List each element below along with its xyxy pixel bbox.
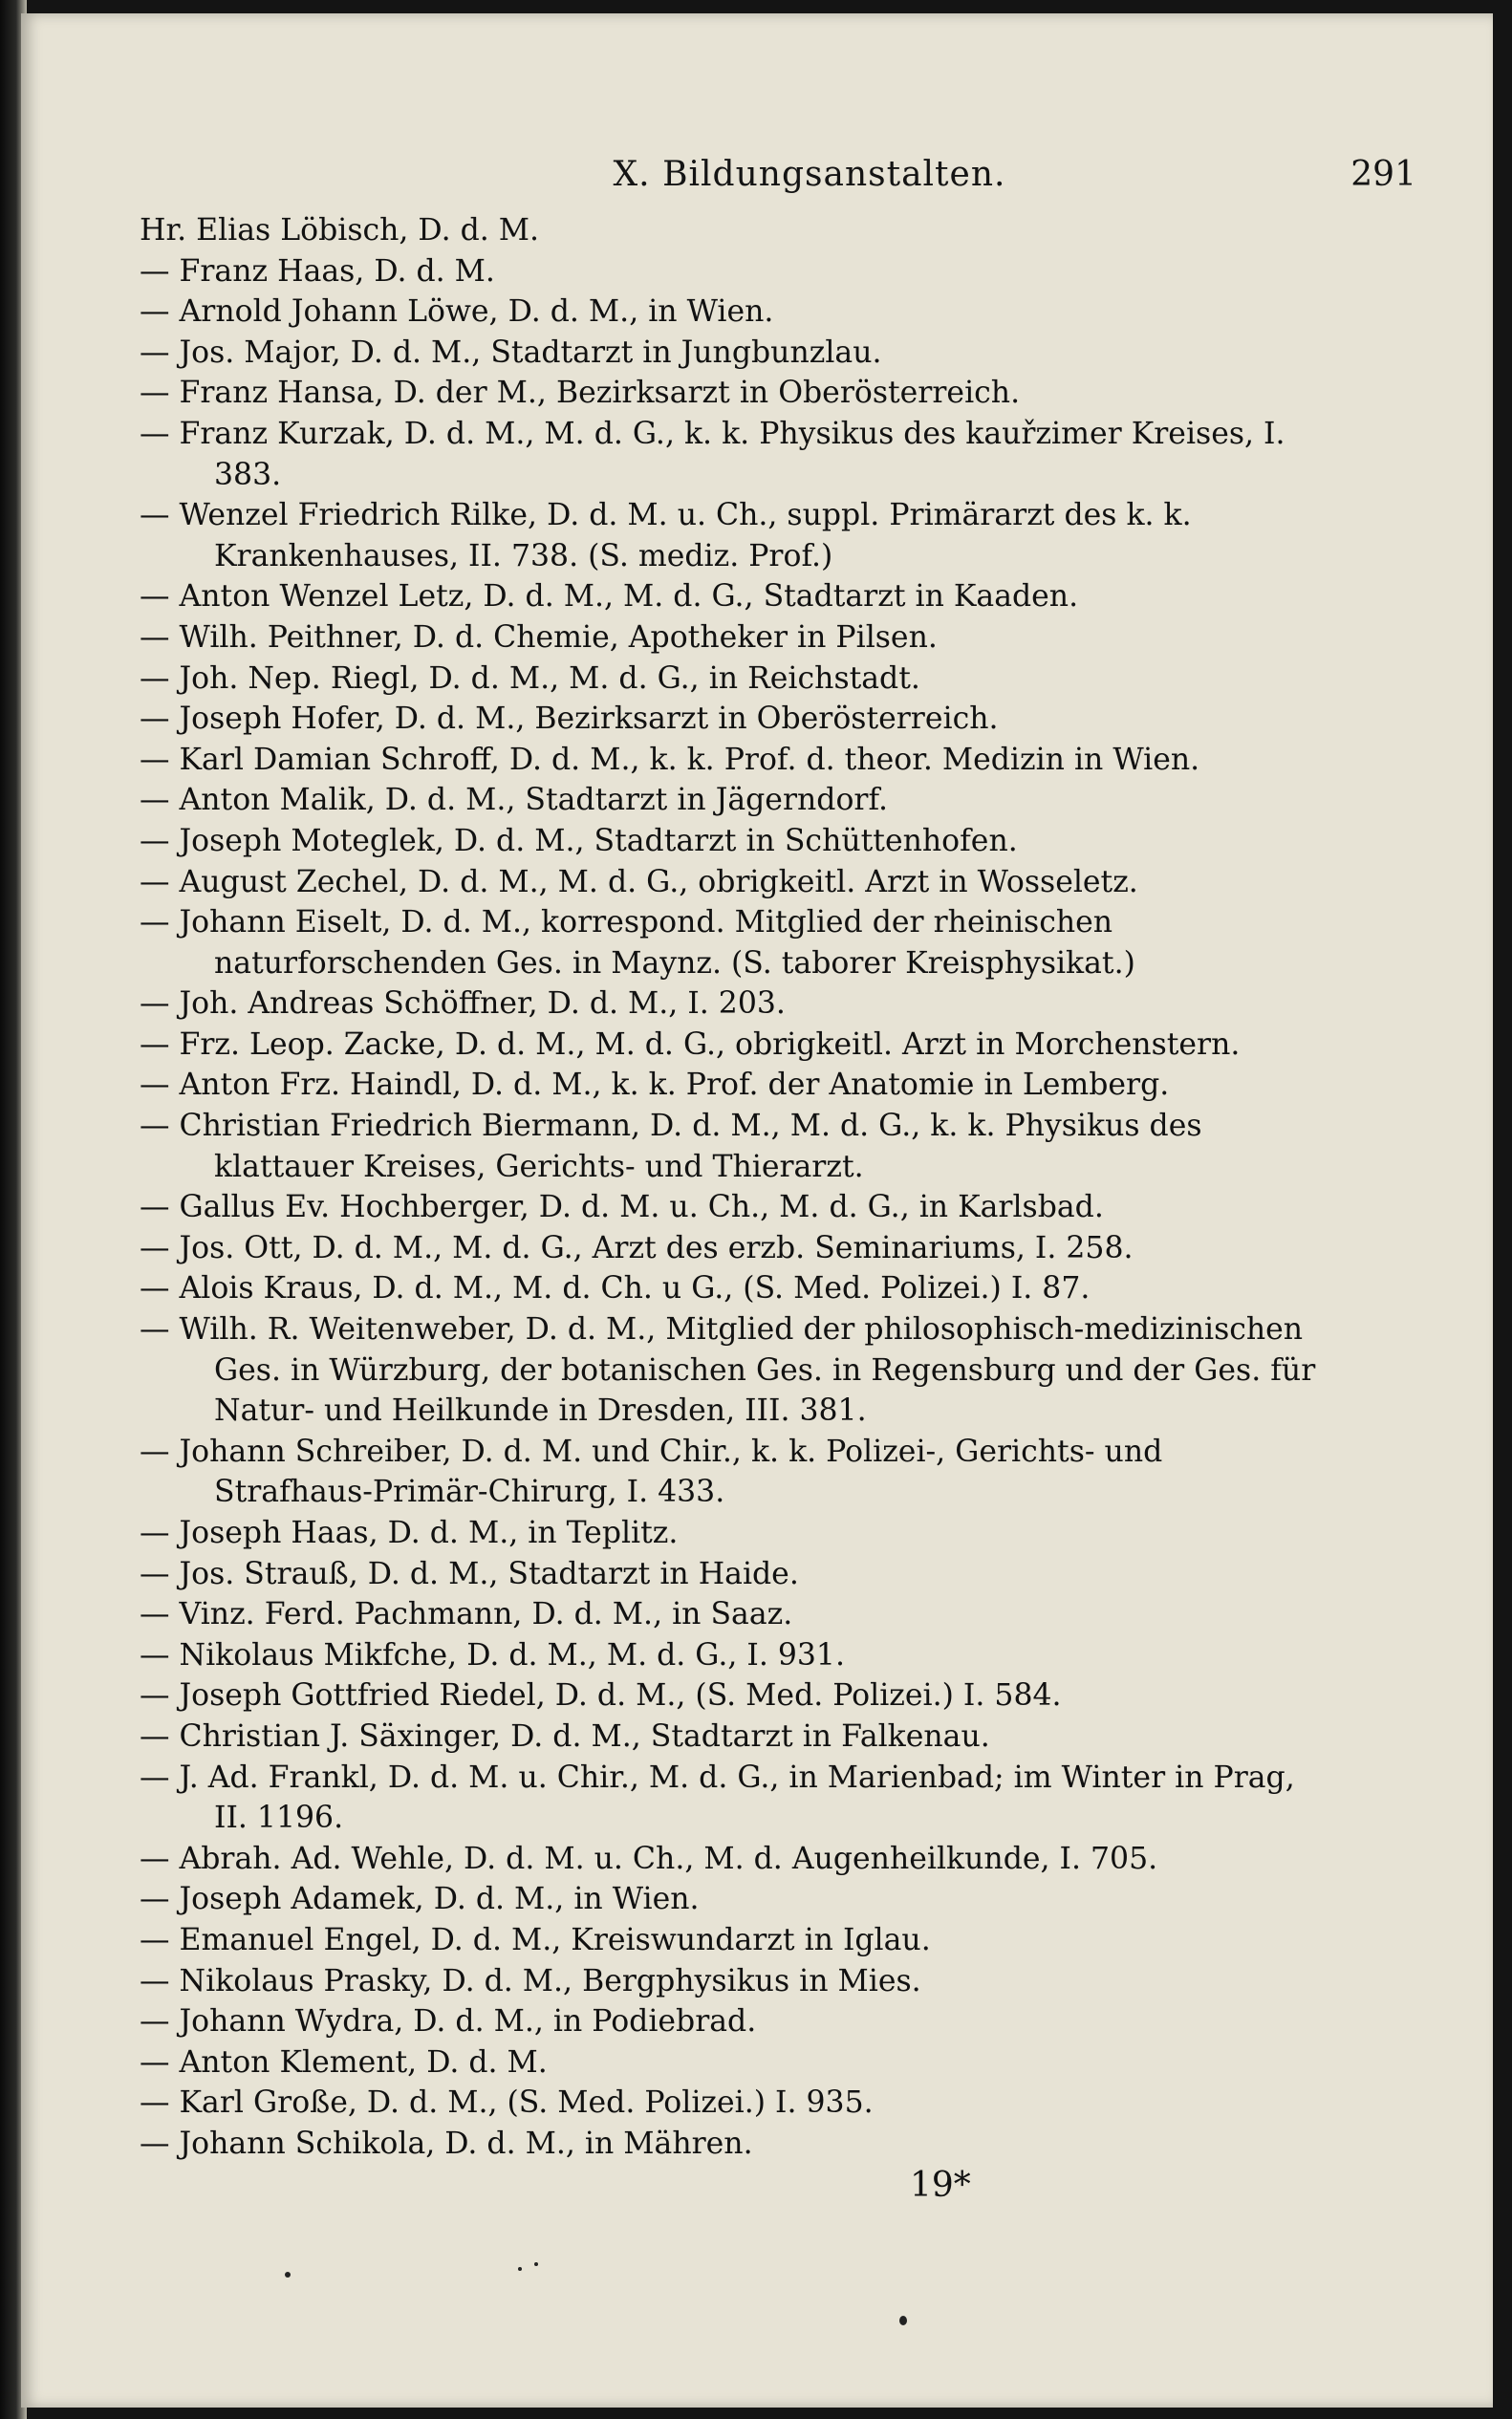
entry-line: — J. Ad. Frankl, D. d. M. u. Chir., M. d. G., in Marienbad; im Winter in Prag, II. 1196.: [140, 1760, 1295, 1836]
ink-speck: [285, 2272, 291, 2278]
ink-speck: [899, 2316, 907, 2325]
entry-line: — Karl Große, D. d. M., (S. Med. Polizei.) I. 935.: [140, 2085, 874, 2121]
entry-line: — Abrah. Ad. Wehle, D. d. M. u. Ch., M. d. Augenheilkunde, I. 705.: [140, 1841, 1158, 1876]
entry-line: — Jos. Strauß, D. d. M., Stadtarzt in Haide.: [140, 1556, 799, 1591]
ink-speck: [534, 2262, 538, 2266]
entry-line: — Joh. Andreas Schöffner, D. d. M., I. 203.: [140, 986, 786, 1022]
entry-line: — Franz Hansa, D. der M., Bezirksarzt in Oberösterreich.: [140, 376, 1021, 411]
entry-line: — Nikolaus Prasky, D. d. M., Bergphysikus in Mies.: [140, 1963, 921, 1998]
book-page: [21, 13, 1493, 2408]
ink-speck: [518, 2267, 522, 2271]
entry-line: — Joh. Nep. Riegl, D. d. M., M. d. G., in Reichstadt.: [140, 660, 920, 696]
entry-line: — Johann Wydra, D. d. M., in Podiebrad.: [140, 2004, 757, 2040]
entry-line: — Joseph Gottfried Riedel, D. d. M., (S. Med. Polizei.) I. 584.: [140, 1678, 1062, 1714]
entry-line: — Joseph Haas, D. d. M., in Teplitz.: [140, 1516, 679, 1550]
entry-line: — Franz Haas, D. d. M.: [140, 253, 495, 289]
entry-line: — Frz. Leop. Zacke, D. d. M., M. d. G., obrigkeitl. Arzt in Morchenstern.: [140, 1026, 1241, 1062]
page-number: 291: [1350, 155, 1416, 194]
entry-line: — Franz Kurzak, D. d. M., M. d. G., k. k. Physikus des kauřzimer Kreises, I. 383.: [140, 416, 1285, 492]
entry-line: — Anton Frz. Haindl, D. d. M., k. k. Prof. der Anatomie in Lemberg.: [140, 1068, 1170, 1103]
entry-line: — Emanuel Engel, D. d. M., Kreiswundarzt in Iglau.: [140, 1922, 931, 1957]
entry-line: — Nikolaus Mikfche, D. d. M., M. d. G., I. 931.: [140, 1637, 845, 1673]
entry-line: — Joseph Moteglek, D. d. M., Stadtarzt in Schüttenhofen.: [140, 823, 1018, 858]
entry-line: — Jos. Major, D. d. M., Stadtarzt in Jungbunzlau.: [140, 335, 882, 370]
entry-line: Hr. Elias Löbisch, D. d. M.: [140, 213, 540, 248]
entry-list: [140, 210, 1321, 2165]
entry-line: — Arnold Johann Löwe, D. d. M., in Wien.: [140, 294, 774, 330]
entry-line: — Wilh. R. Weitenweber, D. d. M., Mitglied der philosophisch-medizinischen Ges. in Würzburg, der botanischen Ges. in Regensburg und der Ges. für Natur- und Heilkunde in Dresden, III. 381.: [140, 1312, 1316, 1429]
entry-line: — Anton Malik, D. d. M., Stadtarzt in Jägerndorf.: [140, 783, 889, 818]
entry-line: — Anton Klement, D. d. M.: [140, 2044, 548, 2080]
entry-line: — Alois Kraus, D. d. M., M. d. Ch. u G., (S. Med. Polizei.) I. 87.: [140, 1271, 1091, 1307]
signature-mark: 19*: [910, 2166, 971, 2205]
entry-line: — Wenzel Friedrich Rilke, D. d. M. u. Ch., suppl. Primärarzt des k. k. Krankenhauses, II. 738. (S. mediz. Prof.): [140, 498, 1192, 573]
entry-line: — Johann Schikola, D. d. M., in Mähren.: [140, 2126, 753, 2161]
entry-line: — Christian J. Säxinger, D. d. M., Stadtarzt in Falkenau.: [140, 1718, 990, 1754]
entry-line: — Johann Schreiber, D. d. M. und Chir., k. k. Polizei-, Gerichts- und Strafhaus-Primär-Chirurg, I. 433.: [140, 1434, 1163, 1510]
entry-line: — Anton Wenzel Letz, D. d. M., M. d. G., Stadtarzt in Kaaden.: [140, 579, 1079, 615]
entry-line: — Christian Friedrich Biermann, D. d. M., M. d. G., k. k. Physikus des klattauer Kreises, Gerichts- und Thierarzt.: [140, 1109, 1202, 1184]
entry-line: — Karl Damian Schroff, D. d. M., k. k. Prof. d. theor. Medizin in Wien.: [140, 742, 1200, 777]
running-head: X. Bildungsanstalten.: [613, 155, 1006, 194]
page-header: [184, 155, 1436, 199]
entry-line: — Jos. Ott, D. d. M., M. d. G., Arzt des erzb. Seminariums, I. 258.: [140, 1230, 1134, 1265]
entry-line: — August Zechel, D. d. M., M. d. G., obrigkeitl. Arzt in Wosseletz.: [140, 864, 1138, 899]
entry-line: — Joseph Adamek, D. d. M., in Wien.: [140, 1882, 700, 1917]
entry-line: — Gallus Ev. Hochberger, D. d. M. u. Ch., M. d. G., in Karlsbad.: [140, 1190, 1104, 1225]
entry-line: — Joseph Hofer, D. d. M., Bezirksarzt in Oberösterreich.: [140, 702, 999, 737]
entry-line: — Vinz. Ferd. Pachmann, D. d. M., in Saaz.: [140, 1597, 793, 1632]
entry-line: — Johann Eiselt, D. d. M., korrespond. Mitglied der rheinischen naturforschenden Ges. in Maynz. (S. taborer Kreisphysikat.): [140, 905, 1135, 981]
entry-line: — Wilh. Peithner, D. d. Chemie, Apotheker in Pilsen.: [140, 619, 938, 655]
